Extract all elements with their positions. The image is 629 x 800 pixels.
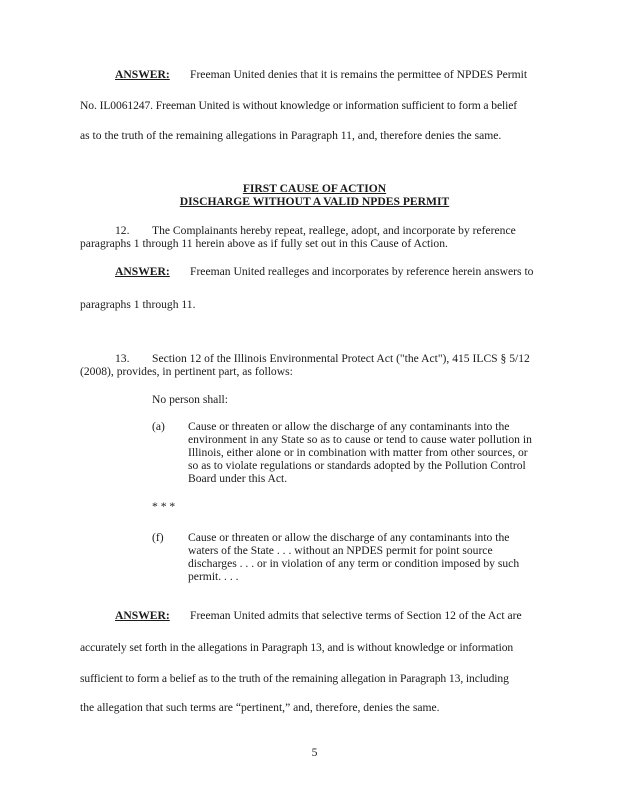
heading-line1: FIRST CAUSE OF ACTION (242, 182, 387, 195)
para13-number: 13. (115, 352, 130, 365)
item-a-line: Cause or threaten or allow the discharge of any contaminants into the (188, 420, 510, 433)
para11-line2: No. IL0061247. Freeman United is without knowledge or information sufficient to form a belief (80, 99, 518, 112)
item-f-line: waters of the State . . . without an NPDES permit for point source (188, 544, 493, 557)
answer-label: ANSWER: (115, 68, 170, 81)
item-f-line: Cause or threaten or allow the discharge of any contaminants into the (188, 531, 510, 544)
para11-line3: as to the truth of the remaining allegations in Paragraph 11, and, therefore denies the same. (80, 129, 502, 142)
item-a-label: (a) (152, 420, 165, 433)
para12-answer2: paragraphs 1 through 11. (80, 298, 196, 311)
para12-answer1: Freeman United realleges and incorporates by reference herein answers to (190, 265, 534, 278)
item-a-line: environment in any State so as to cause or tend to cause water pollution in (188, 433, 532, 446)
item-f-line: permit. . . . (188, 570, 239, 583)
page-number: 5 (311, 746, 318, 759)
para12-line2: paragraphs 1 through 11 herein above as if fully set out in this Cause of Action. (80, 237, 448, 250)
item-a-line: Board under this Act. (188, 472, 288, 485)
para12-line1: The Complainants hereby repeat, reallege, adopt, and incorporate by reference (152, 224, 516, 237)
para12-number: 12. (115, 224, 130, 237)
para13-answer2: accurately set forth in the allegations in Paragraph 13, and is without knowledge or information (80, 641, 514, 654)
para13-answer4: the allegation that such terms are “pertinent,” and, therefore, denies the same. (80, 701, 440, 714)
answer-label: ANSWER: (115, 609, 170, 622)
answer-label: ANSWER: (115, 265, 170, 278)
item-f-label: (f) (152, 531, 164, 544)
heading-line2: DISCHARGE WITHOUT A VALID NPDES PERMIT (179, 195, 450, 208)
para13-answer1: Freeman United admits that selective terms of Section 12 of the Act are (190, 609, 522, 622)
ellipsis: * * * (152, 500, 176, 513)
item-f-line: discharges . . . or in violation of any term or condition imposed by such (188, 557, 520, 570)
para11-line1: Freeman United denies that it is remains the permittee of NPDES Permit (190, 68, 528, 81)
para13-line2: (2008), provides, in pertinent part, as follows: (80, 365, 293, 378)
para13-intro: No person shall: (152, 393, 228, 406)
item-a-line: Illinois, either alone or in combination with matter from other sources, or (188, 446, 528, 459)
para13-line1: Section 12 of the Illinois Environmental Protect Act ("the Act"), 415 ILCS § 5/12 (152, 352, 530, 365)
item-a-line: so as to violate regulations or standards adopted by the Pollution Control (188, 459, 526, 472)
para13-answer3: sufficient to form a belief as to the truth of the remaining allegation in Paragraph 13, including (80, 672, 509, 685)
